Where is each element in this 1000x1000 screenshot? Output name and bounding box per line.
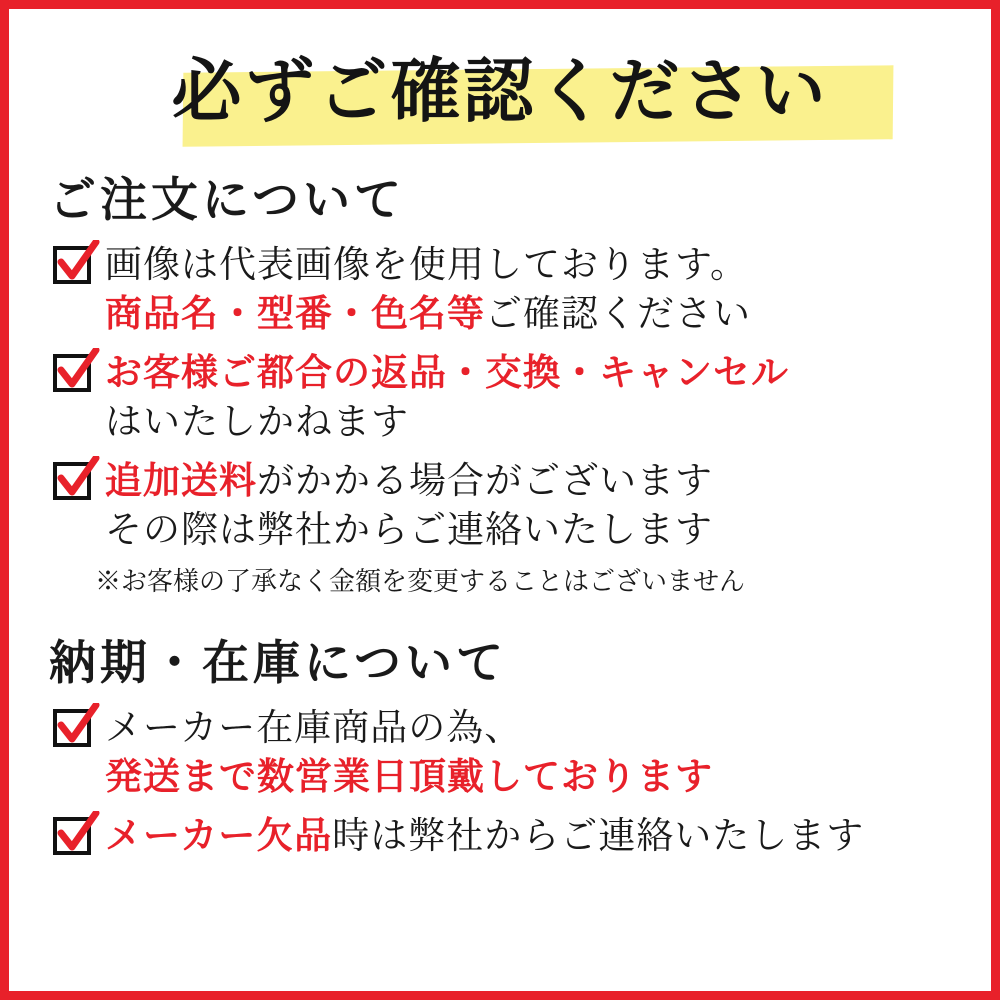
body-text: はいたしかねます: [105, 400, 409, 443]
emphasis-text: お客様ご都合の返品・交換・キャンセル: [105, 350, 789, 394]
check-item-line: [105, 752, 957, 801]
check-item-line: [105, 348, 957, 397]
page-title: [43, 39, 957, 149]
checkbox-checked-icon: [53, 709, 95, 751]
check-item-text: [105, 348, 957, 446]
checkbox-checked-icon: [53, 817, 95, 859]
checkbox-checked-icon: [53, 354, 95, 396]
emphasis-text: 発送まで数営業日頂戴しております: [105, 754, 713, 798]
emphasis-text: メーカー欠品: [105, 813, 333, 857]
check-item-line: [105, 703, 957, 752]
check-item-line: [105, 289, 957, 338]
body-text: 時は弊社からご連絡いたします: [332, 814, 865, 857]
section-heading: ご注文について: [49, 173, 406, 228]
check-item-text: [105, 240, 957, 338]
check-item-line: [105, 505, 957, 554]
notice-page: [9, 9, 991, 991]
checkbox-checked-icon: [53, 462, 95, 504]
checkbox-checked-icon: [53, 246, 95, 288]
emphasis-text: 追加送料: [105, 458, 257, 502]
check-item-line: [105, 456, 957, 505]
check-item-text: [105, 456, 957, 554]
body-text: がかかる場合がございます: [257, 459, 713, 502]
border-top: [0, 0, 1000, 9]
body-text: メーカー在庫商品の為、: [105, 706, 523, 749]
check-item: [53, 348, 957, 446]
body-text: 画像は代表画像を使用しております。: [105, 243, 749, 286]
check-item: [53, 703, 957, 801]
border-right: [991, 0, 1000, 1000]
check-item-line: [105, 811, 957, 860]
sections-container: [43, 163, 957, 860]
section-heading: 納期・在庫について: [49, 636, 508, 691]
border-left: [0, 0, 9, 1000]
check-item-text: [105, 703, 957, 801]
emphasis-text: 商品名・型番・色名等: [105, 291, 485, 335]
check-item-line: [105, 240, 957, 289]
body-text: ご確認ください: [485, 292, 751, 335]
check-item-text: [105, 811, 957, 860]
body-text: その際は弊社からご連絡いたします: [105, 508, 713, 551]
title-text: 必ずご確認ください: [171, 49, 829, 132]
check-item: [53, 456, 957, 554]
check-item-note: ※お客様の了承なく金額を変更することはございません: [95, 567, 746, 597]
check-item: [53, 811, 957, 860]
border-bottom: [0, 991, 1000, 1000]
check-item-line: [105, 397, 957, 446]
check-item: [53, 240, 957, 338]
